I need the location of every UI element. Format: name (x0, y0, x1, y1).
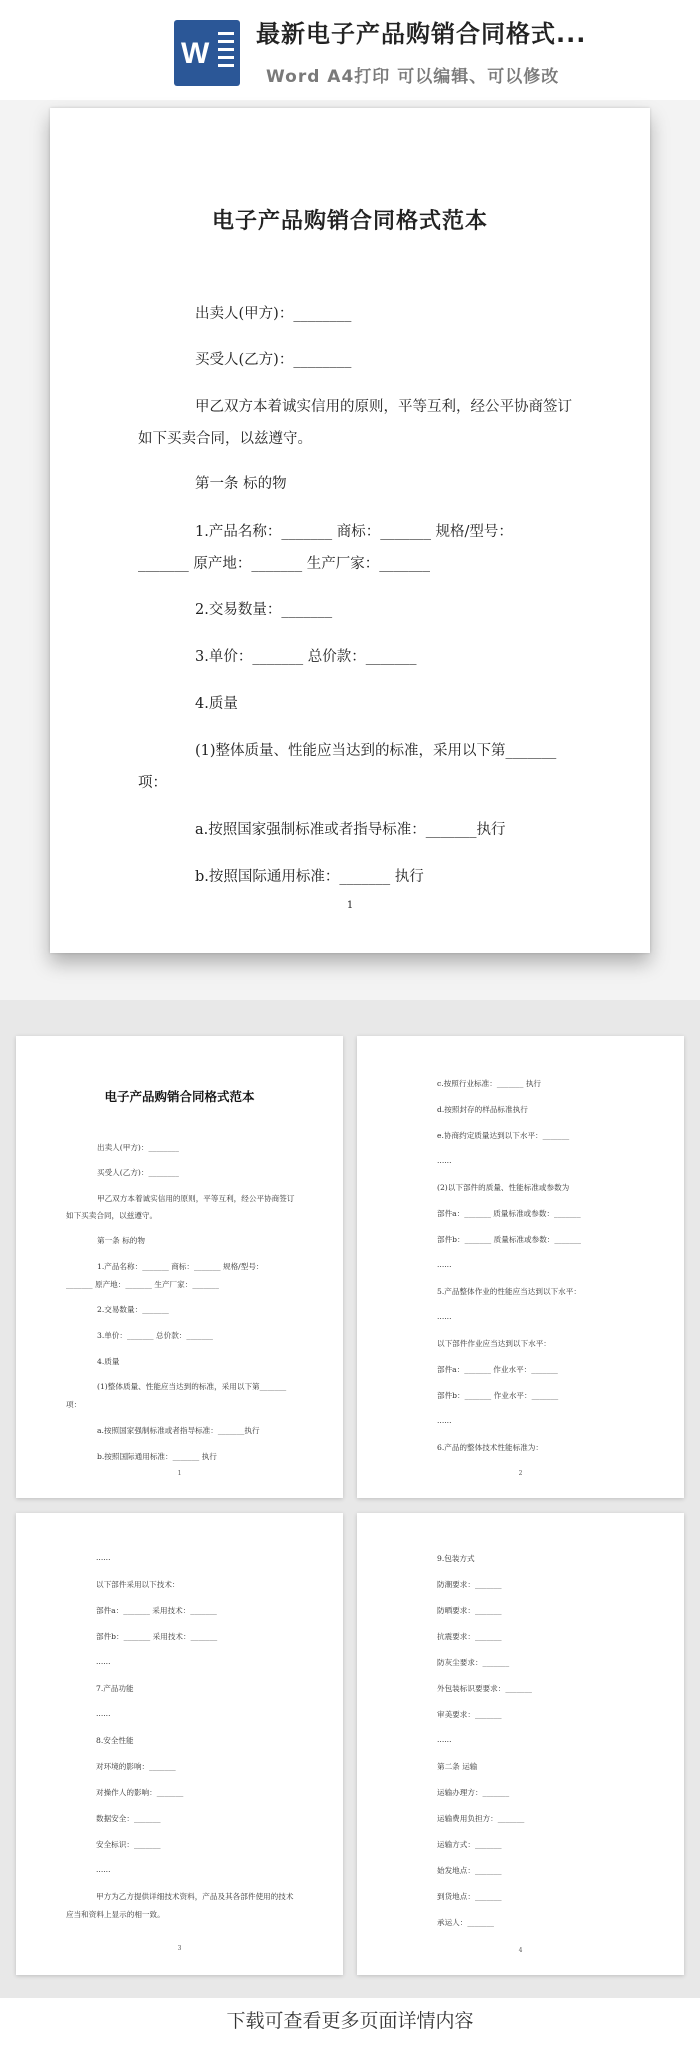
thumb-line: e.协商约定质量达到以下水平：_______ (437, 1131, 570, 1140)
thumb-line: 6.产品的整体技术性能标准为： (437, 1443, 543, 1452)
thumb-line: 对操作人的影响：_______ (96, 1788, 184, 1797)
thumb-line: 部件b：_______ 采用技术：_______ (96, 1632, 218, 1641)
section-divider (0, 1000, 700, 1008)
thumb-line: 运输费用负担方：_______ (437, 1814, 525, 1823)
preview-line: (1)整体质量、性能应当达到的标准，采用以下第_______ (195, 743, 557, 759)
preview-line: 4.质量 (195, 696, 238, 712)
page-number: 1 (346, 900, 354, 911)
thumb-line: 对环境的影响：_______ (96, 1762, 176, 1771)
thumb-line: 9.包装方式 (437, 1554, 475, 1563)
thumb-line: 第一条 标的物 (97, 1236, 145, 1245)
thumb-line: 5.产品整体作业的性能应当达到以下水平： (437, 1287, 581, 1296)
thumb-line: ...... (437, 1156, 452, 1165)
thumb-line: 7.产品功能 (96, 1684, 134, 1693)
thumbnail-page-1[interactable] (16, 1036, 343, 1498)
thumb-page-number: 1 (177, 1470, 182, 1477)
thumb-line: 审美要求：_______ (437, 1710, 502, 1719)
thumb-line: 以下部件作业应当达到以下水平： (437, 1339, 551, 1348)
thumb-line: ...... (437, 1735, 452, 1744)
thumb-line: 数据安全：_______ (96, 1814, 161, 1823)
thumb-line: 安全标识：_______ (96, 1840, 161, 1849)
thumb-line: 2.交易数量：_______ (97, 1305, 169, 1314)
thumb-line: d.按照封存的样品标准执行 (437, 1105, 528, 1114)
document-title: 最新电子产品购销合同格式... (256, 20, 587, 48)
thumb-line: 始发地点：_______ (437, 1866, 502, 1875)
thumb-title: 电子产品购销合同格式范本 (104, 1089, 255, 1104)
thumb-line: 外包装标识要要求：_______ (437, 1684, 532, 1693)
preview-page[interactable] (50, 108, 650, 953)
thumb-line: ...... (96, 1865, 111, 1874)
thumbnail-page-4[interactable] (357, 1513, 684, 1975)
page-thumbnails (0, 1008, 700, 1998)
preview-line: 出卖人(甲方)：________ (195, 306, 352, 322)
thumb-page-number: 2 (518, 1470, 523, 1477)
thumb-line: (1)整体质量、性能应当达到的标准，采用以下第_______ (97, 1382, 287, 1391)
thumbnail-page-2[interactable] (357, 1036, 684, 1498)
thumb-line: _______ 原产地：_______ 生产厂家：_______ (66, 1280, 219, 1289)
thumb-line: 出卖人(甲方)：________ (97, 1143, 179, 1152)
preview-line: a.按照国家强制标准或者指导标准：_______执行 (195, 822, 506, 838)
thumb-line: 部件a：_______ 质量标准或参数：_______ (437, 1209, 581, 1218)
thumb-line: (2)以下部件的质量、性能标准或参数为 (437, 1183, 570, 1192)
word-icon-letter: W (181, 37, 210, 70)
thumb-line: 防晒要求：_______ (437, 1606, 502, 1615)
thumb-line: 以下部件采用以下技术： (96, 1580, 180, 1589)
preview-line: _______ 原产地：_______ 生产厂家：_______ (138, 556, 430, 572)
preview-line: 第一条 标的物 (195, 476, 287, 492)
thumb-line: 防潮要求：_______ (437, 1580, 502, 1589)
thumb-line: 8.安全性能 (96, 1736, 134, 1745)
thumb-line: 如下买卖合同，以兹遵守。 (66, 1211, 158, 1220)
thumb-line: 部件b：_______ 作业水平：_______ (437, 1391, 559, 1400)
preview-line: 甲乙双方本着诚实信用的原则，平等互利，经公平协商签订 (195, 399, 572, 415)
thumb-line: 4.质量 (97, 1357, 120, 1366)
thumb-line: 部件a：_______ 作业水平：_______ (437, 1365, 558, 1374)
document-subtitle: Word A4打印 可以编辑、可以修改 (266, 67, 560, 87)
thumb-line: 应当和资料上显示的相一致。 (66, 1910, 165, 1919)
thumb-line: ...... (96, 1709, 111, 1718)
thumb-line: 承运人：_______ (437, 1918, 494, 1927)
thumb-line: 运输方式：_______ (437, 1840, 502, 1849)
thumb-line: a.按照国家强制标准或者指导标准：_______执行 (97, 1426, 260, 1435)
thumb-line: 3.单价：_______ 总价款：_______ (97, 1331, 213, 1340)
preview-line: 1.产品名称：_______ 商标：_______ 规格/型号： (195, 524, 513, 540)
preview-line: b.按照国际通用标准：_______ 执行 (195, 869, 424, 885)
preview-line: 项： (138, 775, 167, 791)
thumb-line: 防灰尘要求：_______ (437, 1658, 510, 1667)
thumb-line: b.按照国际通用标准：_______ 执行 (97, 1452, 217, 1461)
thumb-line: 1.产品名称：_______ 商标：_______ 规格/型号： (97, 1262, 264, 1271)
thumb-line: c.按照行业标准：_______ 执行 (437, 1079, 542, 1088)
word-document-icon (174, 20, 240, 86)
thumb-line: ...... (437, 1416, 452, 1425)
thumb-line: 部件b：_______ 质量标准或参数：_______ (437, 1235, 581, 1244)
preview-line: 2.交易数量：_______ (195, 602, 333, 618)
document-header (0, 0, 700, 100)
contract-title: 电子产品购销合同格式范本 (211, 209, 488, 234)
thumb-line: 抗震要求：_______ (437, 1632, 502, 1641)
thumb-page-number: 3 (177, 1945, 182, 1952)
download-more-link[interactable]: 下载可查看更多页面详情内容 (0, 1998, 700, 2046)
preview-line: 买受人(乙方)：________ (195, 352, 352, 368)
thumb-line: 到货地点：_______ (437, 1892, 502, 1901)
main-preview-area (0, 100, 700, 1000)
thumbnail-page-3[interactable] (16, 1513, 343, 1975)
thumb-line: 运输办理方：_______ (437, 1788, 510, 1797)
preview-line: 3.单价：_______ 总价款：_______ (195, 649, 417, 665)
thumb-line: 项： (66, 1400, 82, 1409)
thumb-line: ...... (96, 1657, 111, 1666)
thumb-line: 第二条 运输 (437, 1762, 478, 1771)
thumb-line: ...... (96, 1553, 111, 1562)
thumb-line: 甲方为乙方提供详细技术资料，产品及其各部件使用的技术 (96, 1892, 294, 1901)
thumb-line: 买受人(乙方)：________ (97, 1168, 179, 1177)
preview-line: 如下买卖合同，以兹遵守。 (138, 431, 312, 447)
thumb-line: 甲乙双方本着诚实信用的原则，平等互利，经公平协商签订 (97, 1194, 295, 1203)
thumb-page-number: 4 (518, 1947, 523, 1954)
thumb-line: ...... (437, 1260, 452, 1269)
thumb-line: 部件a：_______ 采用技术：_______ (96, 1606, 217, 1615)
thumb-line: ...... (437, 1312, 452, 1321)
